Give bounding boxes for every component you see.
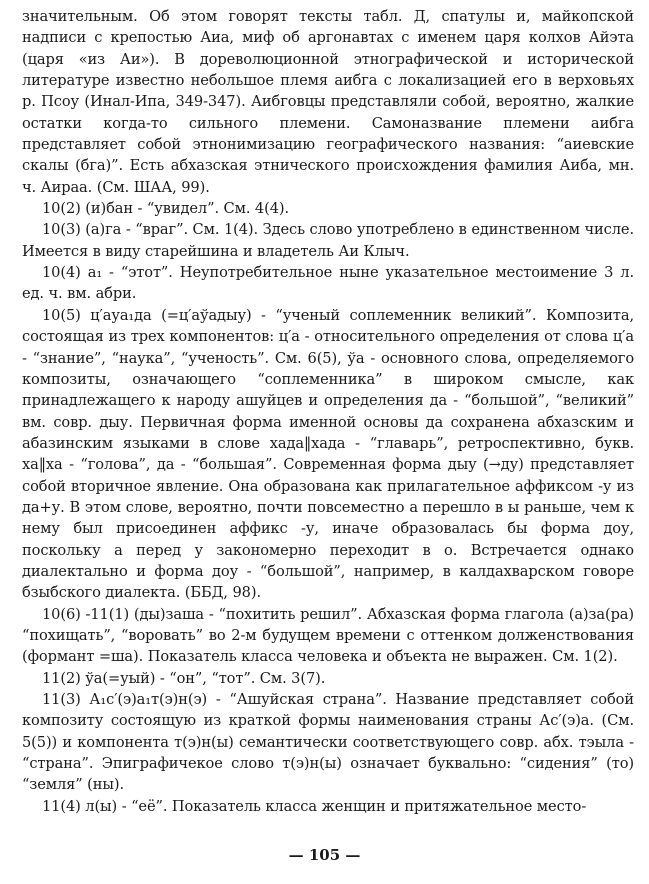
- body-text: [22, 6, 634, 817]
- paragraph-ibán: 10(2) (и)бан - “увидел”. См. 4(4).: [42, 200, 290, 218]
- paragraph-dyzasha: 10(6) -11(1) (ды)заша - “похитить решил”. Абхазская форма глагола (а)за(ра) “похищать”, “воровать” во 2-м будущем времени с оттенком долженствования (формант =ша). Показатель класса человека и объекта не выражен. См. 1(2).: [22, 605, 634, 666]
- paragraph-a1: 10(4) а₁ - “этот”. Неупотребительное ныне указательное местоимение 3 л. ед. ч. вм. абри.: [22, 264, 634, 303]
- paragraph-ly: 11(4) л(ы) - “её”. Показатель класса женщин и притяжательное место-: [42, 797, 587, 815]
- paragraph-tsaua-da: 10(5) ц′ауа₁да (=ц′аўадыу) - “ученый соплеменник великий”. Композита, состоящая из трех компонентов: ц′а - относительного определения от слова ц′а - “знание”, “наука”, “ученость”. См. 6(5), ўа - основного слова, определяемого композиты, означающего “соплеменника” в широком смысле, как принадлежащего к народу ашуйцев и определения да - “большой”, “великий” вм. совр. дыу. Первичная форма именной основы да сохранена абхазским и абазинским языками в слове хада‖хада - “главарь”, ретроспективно, букв. ха‖ха - “голова”, да - “большая”. Современная форма дыу (→ду) представляет собой вторичное явление. Она образована как прилагательное аффиксом -у из да+у. В этом слове, вероятно, почти повсеместно а перешло в ы раньше, чем к нему был присоединен аффикс -у, иначе образовалась бы форма доу, поскольку а перед у закономерно переходит в о. Встречается однако диалектально и форма доу - “большой”, например, в калдахварском говоре бзыбского диалекта. (ББД, 98).: [22, 306, 634, 602]
- paragraph-uyi: 11(2) ўа(=уый) - “он”, “тот”. См. 3(7).: [42, 669, 326, 687]
- paragraph-aga: 10(3) (а)га - “враг”. См. 1(4). Здесь слово употреблено в единственном числе. Имеется в виду старейшина и владетель Аи Клыч.: [22, 221, 634, 260]
- page-number: — 105 —: [288, 846, 361, 864]
- paragraph-asuaten: 11(3) А₁с′(э)а₁т(э)н(э) - “Ашуйская страна”. Название представляет собой композиту состоящую из краткой формы наименования страны Ас′(э)а. (См. 5(5)) и компонента т(э)н(ы) семантически соответствующего совр. абх. тэыла - “страна”. Эпиграфичекое слово т(э)н(ы) означает буквально: “сидения” (то) “земля” (ны).: [22, 691, 634, 794]
- paragraph-aibga: значительным. Об этом говорят тексты табл. Д, спатулы и, майкопской надписи с крепостью Аиа, миф об аргонавтах с именем царя колхов Айэта (царя «из Аи»). В дореволюционной этнографической и исторической литературе известно небольшое племя аибга с локализацией его в верховьях р. Псоу (Инал-Ипа, 349-347). Аибговцы представляли собой, вероятно, жалкие остатки когда-то сильного племени. Самоназвание племени аибга представляет собой этнонимизацию географического названия: “аиевские скалы (бга)”. Есть абхазская этнического происхождения фамилия Аиба, мн. ч. Аираа. (См. ШАА, 99).: [22, 8, 634, 196]
